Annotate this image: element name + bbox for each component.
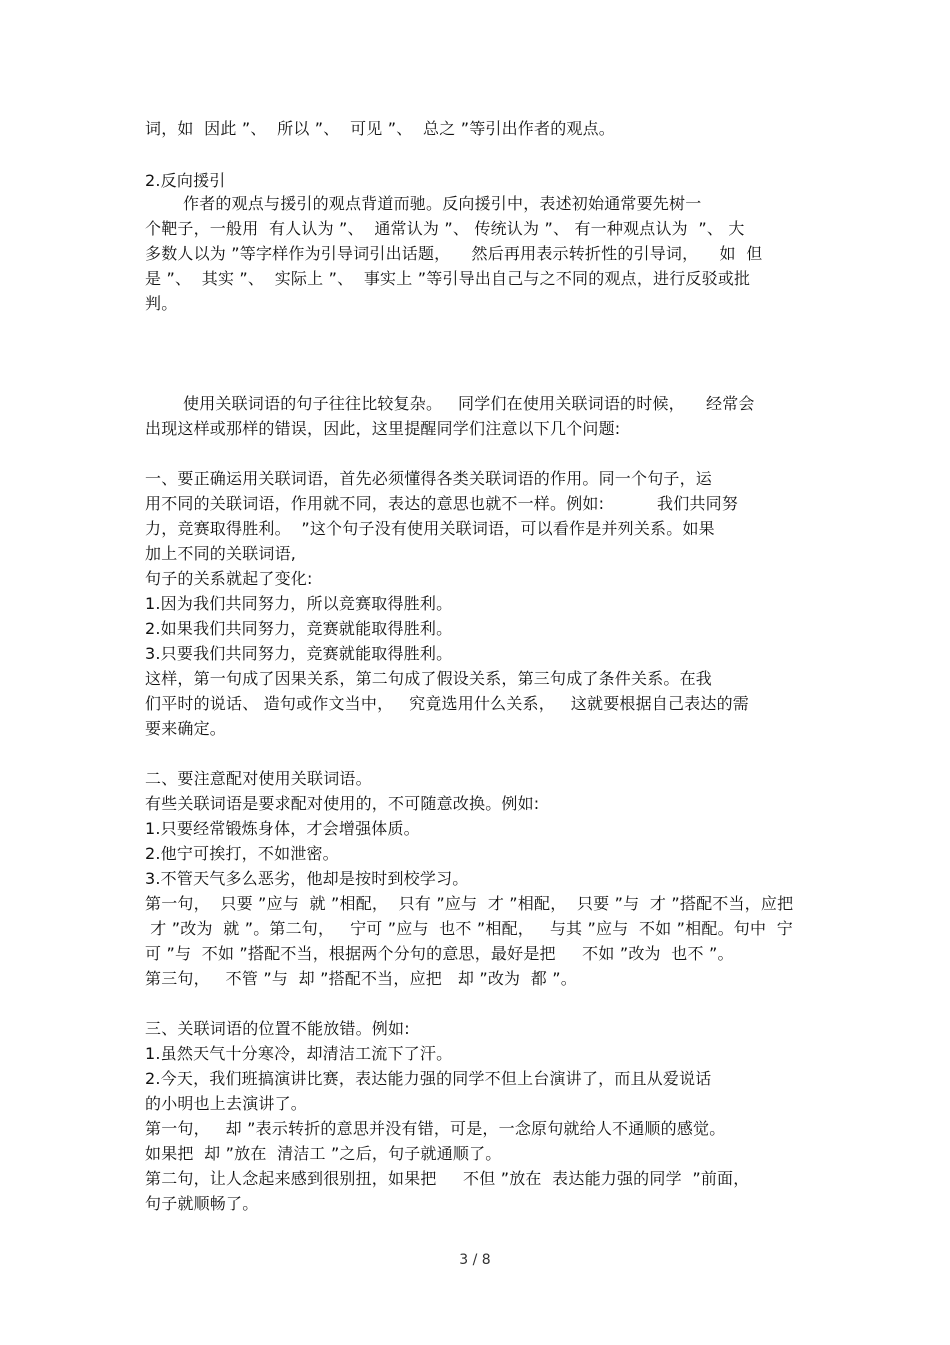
text-line: 才 ”改为 就 ”。第二句， 宁可 ”应与 也不 ”相配， 与其 ”应与 不如 ”相配。句中 宁: [145, 919, 793, 938]
text-line: 句子的关系就起了变化:: [145, 569, 313, 588]
text-line: 判。: [145, 294, 178, 313]
text-line: 个靶子，一般用 有人认为 ”、 通常认为 ”、 传统认为 ”、 有一种观点认为 ”、 大: [145, 219, 745, 238]
text-line: 多数人以为 ”等字样作为引导词引出话题， 然后再用表示转折性的引导词， 如 但: [145, 244, 763, 263]
text-line: 第三句， 不管 ”与 却 ”搭配不当，应把 却 ”改为 都 ”。: [145, 969, 577, 988]
list-item: 1.因为我们共同努力，所以竞赛取得胜利。: [145, 594, 453, 613]
text-line: 这样，第一句成了因果关系，第二句成了假设关系，第三句成了条件关系。在我: [145, 669, 713, 688]
section-heading: 三、关联词语的位置不能放错。例如:: [145, 1019, 410, 1038]
text-line: 如果把 却 ”放在 清洁工 ”之后，句子就通顺了。: [145, 1144, 502, 1163]
text-line: 力，竞赛取得胜利。 ”这个句子没有使用关联词语，可以看作是并列关系。如果: [145, 519, 715, 538]
list-item: 2.如果我们共同努力，竞赛就能取得胜利。: [145, 619, 453, 638]
section-heading: 二、要注意配对使用关联词语。: [145, 769, 372, 788]
text-line: 第一句， 只要 ”应与 就 ”相配， 只有 ”应与 才 ”相配， 只要 ”与 才 ”搭配不当，应把: [145, 894, 794, 913]
list-item: 3.不管天气多么恶劣，他却是按时到校学习。: [145, 869, 469, 888]
text-line: 可 ”与 不如 ”搭配不当，根据两个分句的意思，最好是把 不如 ”改为 也不 ”。: [145, 944, 734, 963]
text-line: 作者的观点与援引的观点背道而驰。反向援引中，表述初始通常要先树一: [183, 194, 702, 213]
text-line: 词，如 因此 ”、 所以 ”、 可见 ”、 总之 ”等引出作者的观点。: [145, 119, 615, 138]
section-heading: 2.反向援引: [145, 171, 226, 190]
text-line: 加上不同的关联词语,: [145, 544, 297, 563]
text-line: 第二句，让人念起来感到很别扭，如果把 不但 ”放在 表达能力强的同学 ”前面，: [145, 1169, 750, 1188]
text-line: 第一句， 却 ”表示转折的意思并没有错，可是，一念原句就给人不通顺的感觉。: [145, 1119, 726, 1138]
list-item: 1.虽然天气十分寒冷，却清洁工流下了汗。: [145, 1044, 453, 1063]
section-heading: 一、要正确运用关联词语，首先必须懂得各类关联词语的作用。同一个句子，运: [145, 469, 713, 488]
text-line: 句子就顺畅了。: [145, 1194, 259, 1213]
list-item: 2.他宁可挨打，不如泄密。: [145, 844, 339, 863]
list-item: 1.只要经常锻炼身体，才会增强体质。: [145, 819, 420, 838]
text-line: 的小明也上去演讲了。: [145, 1094, 308, 1113]
text-line: 用不同的关联词语，作用就不同，表达的意思也就不一样。例如: 我们共同努: [145, 494, 739, 513]
text-line: 们平时的说话、 造句或作文当中， 究竟选用什么关系， 这就要根据自己表达的需: [145, 694, 750, 713]
text-line: 要来确定。: [145, 719, 227, 738]
text-line: 是 ”、 其实 ”、 实际上 ”、 事实上 ”等引导出自己与之不同的观点，进行反驳或批: [145, 269, 751, 288]
page-number: 3 / 8: [459, 1252, 491, 1268]
list-item: 2.今天，我们班搞演讲比赛，表达能力强的同学不但上台演讲了，而且从爱说话: [145, 1069, 712, 1088]
list-item: 3.只要我们共同努力，竞赛就能取得胜利。: [145, 644, 453, 663]
text-line: 有些关联词语是要求配对使用的，不可随意改换。例如:: [145, 794, 540, 813]
text-line: 使用关联词语的句子往往比较复杂。 同学们在使用关联词语的时候， 经常会: [183, 394, 755, 413]
text-line: 出现这样或那样的错误，因此，这里提醒同学们注意以下几个问题:: [145, 419, 621, 438]
